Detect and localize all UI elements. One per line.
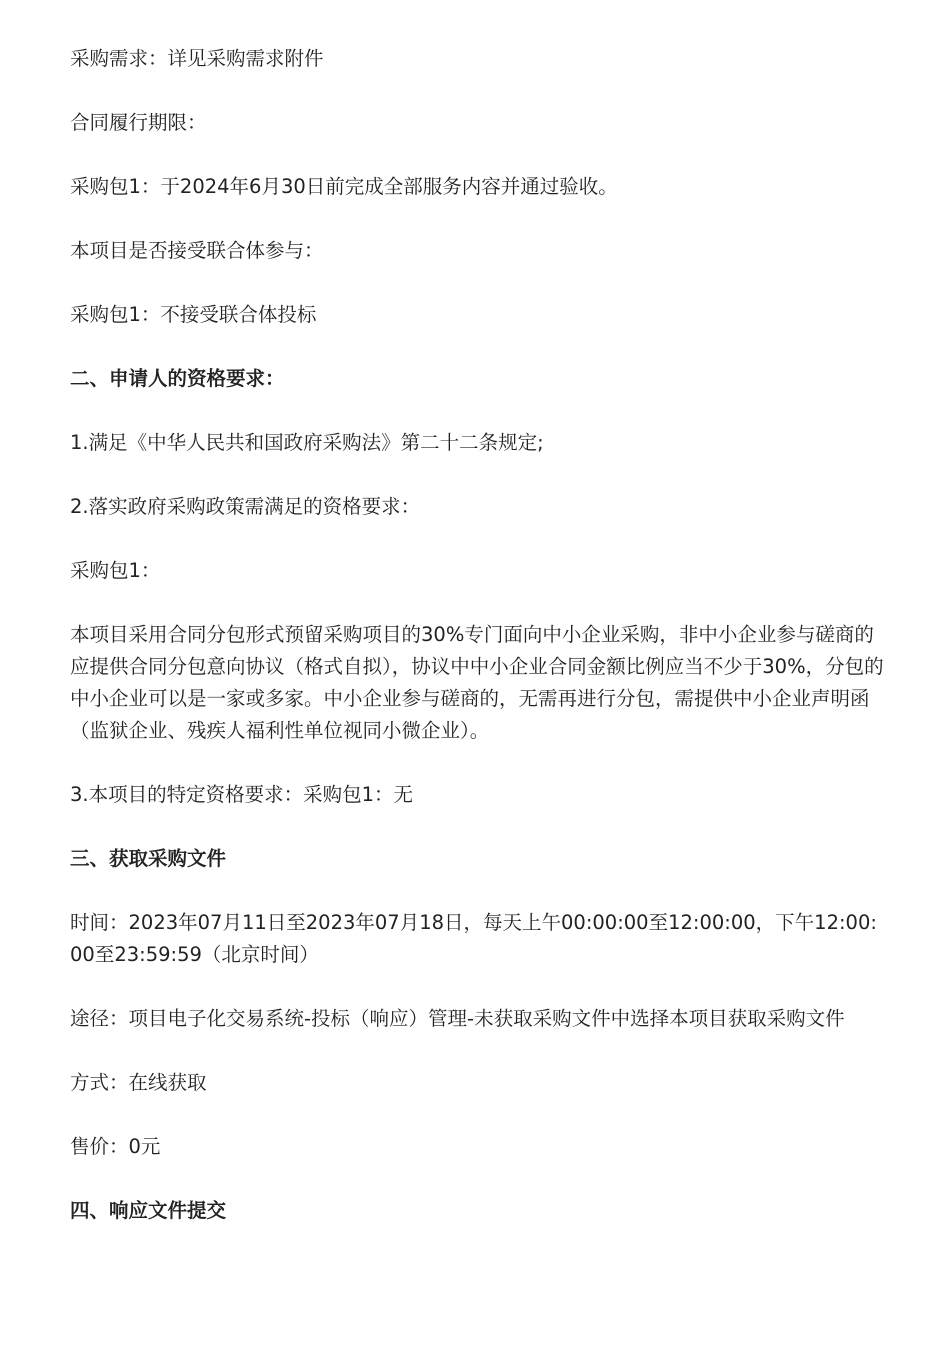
sme-policy-paragraph: 本项目采用合同分包形式预留采购项目的30%专门面向中小企业采购，非中小企业参与磋商的应提供合同分包意向协议（格式自拟），协议中中小企业合同金额比例应当不少于30%，分包的中小企业可以是一家或多家。中小企业参与磋商的，无需再进行分包，需提供中小企业声明函（监狱企业、残疾人福利性单位视同小微企业）。	[70, 623, 884, 742]
qualification-item-2: 2.落实政府采购政策需满足的资格要求：	[70, 495, 421, 518]
section-heading-qualification: 二、申请人的资格要求：	[70, 367, 285, 390]
section-heading-obtain-documents: 三、获取采购文件	[70, 847, 227, 870]
contract-term-label: 合同履行期限：	[70, 111, 207, 134]
consortium-answer: 采购包1：不接受联合体投标	[70, 303, 317, 326]
document-body	[70, 43, 885, 1259]
obtain-time: 时间：2023年07月11日至2023年07月18日，每天上午00:00:00至12:00:00，下午12:00:00至23:59:59（北京时间）	[70, 911, 877, 966]
procurement-demand: 采购需求：详见采购需求附件	[70, 47, 324, 70]
section-heading-response-submission: 四、响应文件提交	[70, 1199, 227, 1222]
contract-term-package: 采购包1：于2024年6月30日前完成全部服务内容并通过验收。	[70, 175, 618, 198]
obtain-channel: 途径：项目电子化交易系统-投标（响应）管理-未获取采购文件中选择本项目获取采购文件	[70, 1007, 845, 1030]
obtain-method: 方式：在线获取	[70, 1071, 207, 1094]
obtain-price: 售价：0元	[70, 1135, 161, 1158]
qualification-item-1: 1.满足《中华人民共和国政府采购法》第二十二条规定;	[70, 431, 544, 454]
qualification-package-label: 采购包1：	[70, 559, 161, 582]
consortium-question: 本项目是否接受联合体参与：	[70, 239, 324, 262]
qualification-item-3: 3.本项目的特定资格要求：采购包1：无	[70, 783, 414, 806]
